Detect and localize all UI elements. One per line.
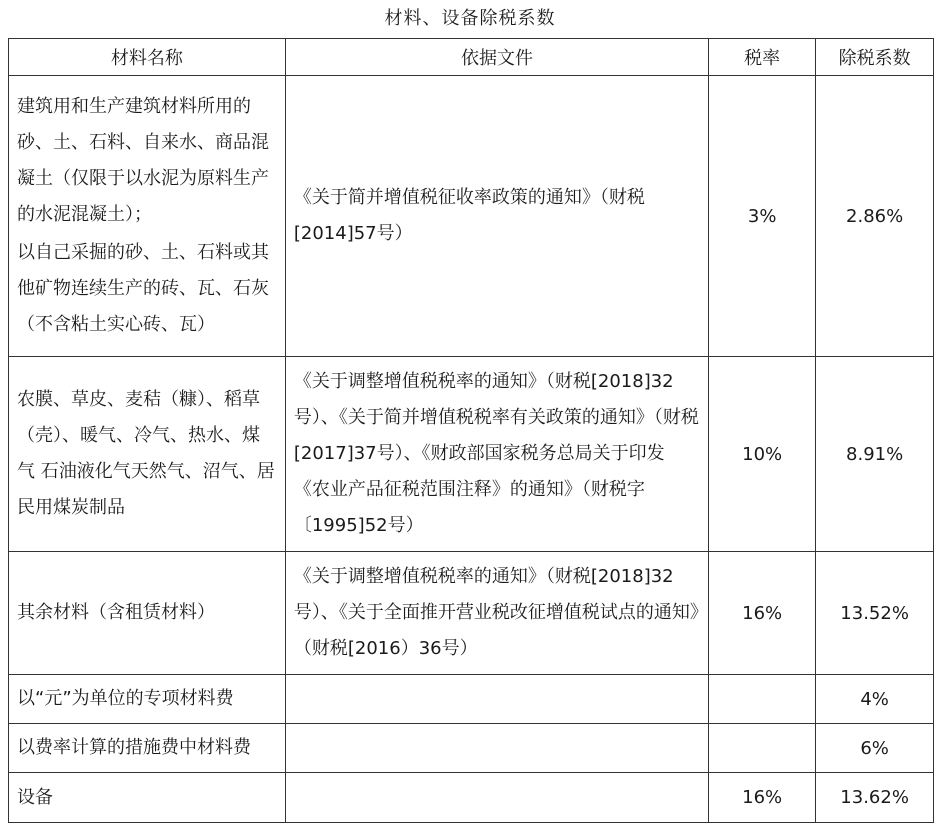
deduction-coefficient-cell: 2.86% <box>816 76 934 357</box>
material-name-text: 以“元”为单位的专项材料费 <box>17 688 234 709</box>
tax-rate-cell: 10% <box>709 357 816 552</box>
material-name-cell <box>9 357 286 552</box>
basis-document-cell: 《关于简并增值税征收率政策的通知》（财税[2014]57号） <box>285 76 708 357</box>
deduction-coefficient-cell: 6% <box>816 724 934 773</box>
material-name-text: 设备 <box>17 786 53 808</box>
table-title: 材料、设备除税系数 <box>384 8 556 29</box>
basis-document-cell <box>285 724 708 773</box>
deduction-coefficient-cell: 13.62% <box>816 773 934 823</box>
material-name-cell <box>9 675 286 724</box>
basis-document-cell <box>285 675 708 724</box>
table-row <box>9 552 934 675</box>
header-deduction-coefficient: 除税系数 <box>816 39 934 76</box>
material-name-cell <box>9 552 286 675</box>
tax-rate-cell: 16% <box>709 552 816 675</box>
header-row <box>9 39 934 76</box>
table-row <box>9 675 934 724</box>
material-name-text: 以自己采掘的砂、土、石料或其他矿物连续生产的砖、瓦、石灰（不含粘土实心砖、瓦） <box>17 242 269 335</box>
material-name-text: 以费率计算的措施费中材料费 <box>17 737 251 758</box>
header-material-name: 材料名称 <box>9 39 286 76</box>
basis-document-cell: 《关于调整增值税税率的通知》（财税[2018]32号）、《关于简并增值税税率有关政策的通知》（财税[2017]37号）、《财政部国家税务总局关于印发《农业产品征税范围注释》的通知》（财税字〔1995]52号） <box>285 357 708 552</box>
header-basis-document: 依据文件 <box>285 39 708 76</box>
material-name-cell <box>9 724 286 773</box>
tax-rate-cell <box>709 724 816 773</box>
tax-rate-cell <box>709 675 816 724</box>
table-row <box>9 357 934 552</box>
table-row <box>9 76 934 357</box>
tax-coefficient-table <box>8 38 934 823</box>
material-name-text: 其余材料（含租赁材料） <box>17 602 215 623</box>
material-name-text: 建筑用和生产建筑材料所用的砂、土、石料、自来水、商品混凝土（仅限于以水泥为原料生产的水泥混凝土）； <box>17 96 269 225</box>
deduction-coefficient-cell: 13.52% <box>816 552 934 675</box>
material-name-cell <box>9 76 286 357</box>
material-name-text: 农膜、草皮、麦秸（糠）、稻草（壳）、暖气、冷气、热水、煤气 石油液化气天然气、沼气、居民用煤炭制品 <box>17 389 275 518</box>
tax-rate-cell: 3% <box>709 76 816 357</box>
table-row <box>9 724 934 773</box>
basis-document-cell <box>285 773 708 823</box>
material-name-cell <box>9 773 286 823</box>
deduction-coefficient-cell: 4% <box>816 675 934 724</box>
table-row <box>9 773 934 823</box>
tax-rate-cell: 16% <box>709 773 816 823</box>
header-tax-rate: 税率 <box>709 39 816 76</box>
basis-document-cell: 《关于调整增值税税率的通知》（财税[2018]32号）、《关于全面推开营业税改征增值税试点的通知》（财税[2016）36号） <box>285 552 708 675</box>
deduction-coefficient-cell: 8.91% <box>816 357 934 552</box>
